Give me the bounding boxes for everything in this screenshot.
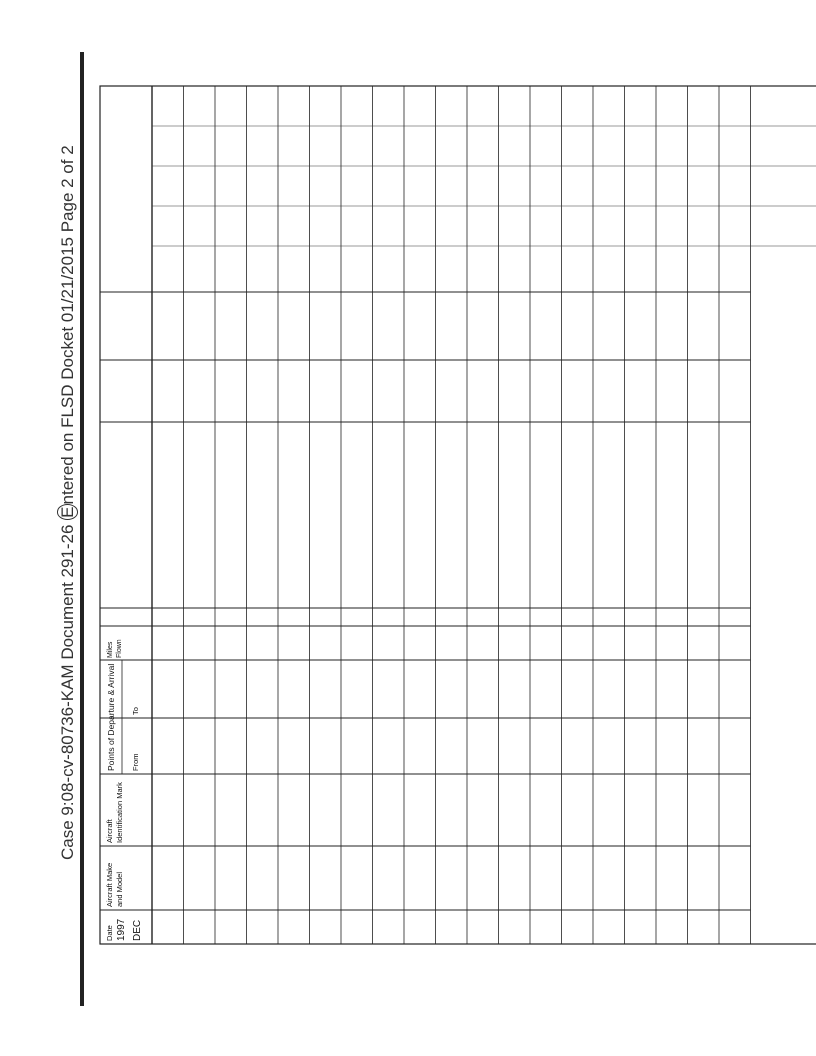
logbook-sheet (80, 52, 816, 1006)
table-border (100, 86, 816, 944)
col-make-label: Aircraft Make (105, 862, 114, 907)
col-from-label: From (131, 753, 140, 771)
logbook-table (80, 52, 816, 1006)
col-miles-label: Miles (107, 641, 114, 658)
col-make-label-2: and Model (115, 871, 124, 907)
col-points-label: Points of Departure & Arrival (106, 663, 116, 771)
col-date-month: DEC (132, 919, 143, 941)
header-text-after: ntered on FLSD Docket 01/21/2015 Page 2 of 2 (58, 145, 77, 505)
rotated-table-group (100, 86, 816, 944)
col-date-label: Date (105, 925, 114, 941)
col-to-label: To (131, 707, 140, 715)
col-date-year: 1997 (116, 918, 127, 941)
col-id-label-2: Identification Mark (115, 782, 124, 843)
header-text-before: Case 9:08-cv-80736-KAM Document 291-26 (58, 519, 77, 860)
col-id-label: Aircraft (105, 819, 114, 843)
col-miles-label-2: Flown (116, 639, 123, 658)
sheet-binding-edge (80, 52, 84, 1006)
entered-stamp-letter: E (58, 506, 77, 518)
